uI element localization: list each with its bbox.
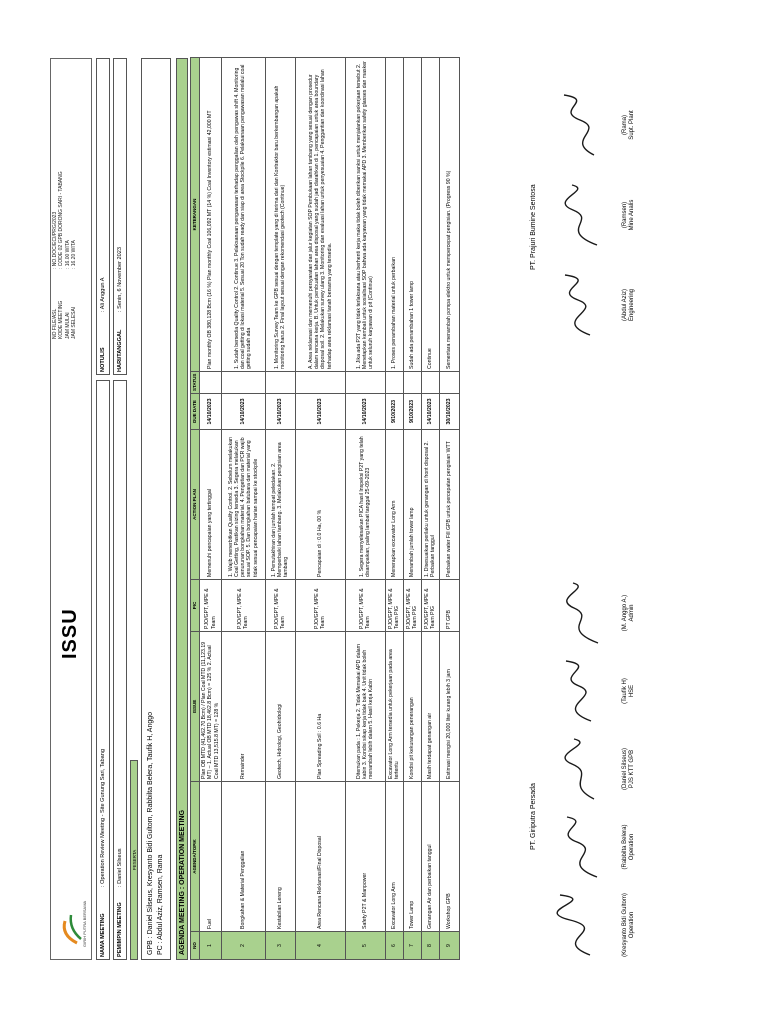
table-cell-issue: Masih terdapat genangan air: [421, 632, 439, 782]
table-cell-no: 1: [200, 932, 222, 960]
table-cell-pic: PJO/GPT, MPE & Team: [295, 580, 345, 632]
date-value: : Senin, 6 November 2023: [117, 247, 123, 312]
col-header: DUE DATE: [191, 394, 200, 430]
participants-header: [130, 760, 138, 960]
table-cell-issue: Remainder: [221, 632, 265, 782]
signature-block: [540, 180, 636, 250]
table-cell-due: 9/10/2023: [385, 394, 403, 430]
leader-value: : Daniel Silseus: [117, 848, 123, 887]
table-cell-due: 14/10/2023: [421, 394, 439, 430]
table-cell-status: [403, 372, 421, 394]
table-cell-ket: Sementara menambah pompa elektro untuk mempercepat pengisian. (Progress 90 %): [439, 58, 459, 372]
handwritten-signature: [540, 656, 620, 726]
table-cell-due: 14/10/2023: [345, 394, 385, 430]
document-meta: [52, 59, 77, 339]
table-cell-action: 1. Segera menyelesaikan PICA hasil Inspeksi P2T yang telah disampaikan, paling lambat tanggal 25-09-2023: [345, 430, 385, 580]
signer-role: Engineering: [629, 288, 635, 322]
table-row: [403, 58, 421, 960]
notulis-label: NOTULIS: [100, 347, 106, 372]
table-cell-ket: 1. Monitoring Survey Team ke GPB sesuai dengan template yang di terima dari dan Kontraktor baru berkembangan apakah monitoring harus 2. Final layout sesuai dengan rekomendasi geotech (Continue): [265, 58, 295, 372]
handwritten-signature: [540, 180, 620, 250]
table-header-row: [191, 58, 200, 960]
agenda-title: AGENDA MEETING : OPERATION MEETING: [178, 809, 186, 955]
handwritten-signature: [540, 578, 620, 648]
table-cell-pic: PT GPB: [439, 580, 459, 632]
signer-name: (Ramsen): [622, 201, 628, 229]
table-cell-ket: Sudah ada penambahan 1 tower lamp: [403, 58, 421, 372]
signer-role: Supt. Plant: [629, 110, 635, 140]
table-row: [200, 58, 222, 960]
table-cell-pic: PJO/GPT, MPE & Team PIG: [403, 580, 421, 632]
agenda-section-title: [176, 58, 188, 960]
signer-name: (Taufik H): [622, 678, 628, 704]
table-cell-status: [345, 372, 385, 394]
agenda-table-body: [200, 58, 460, 960]
signature-block: [540, 270, 636, 340]
table-cell-status: [200, 372, 222, 394]
table-row: [345, 58, 385, 960]
table-cell-no: 5: [345, 932, 385, 960]
table-cell-due: 14/10/2023: [295, 394, 345, 430]
table-cell-status: [421, 372, 439, 394]
meta-label: NO FILE/ASL: [52, 308, 58, 339]
table-cell-issue: Kondisi pit kekurangan penerangan: [403, 632, 421, 782]
table-cell-no: 3: [265, 932, 295, 960]
table-cell-due: 14/10/2023: [221, 394, 265, 430]
meeting-name-row: [96, 380, 110, 960]
table-cell-due: 14/10/2023: [265, 394, 295, 430]
table-cell-action: 1. Pemutakhiran dan jumlah tempat peledakan. 2. Memperbaiki lahan tambang. 3. Melakukan pengisian area tambang: [265, 430, 295, 580]
leader-row: [113, 380, 127, 960]
left-company-label: PT. Giriputra Persada: [530, 783, 537, 850]
page-title: ISSU: [59, 608, 81, 659]
meta-value: : 16.00 WITA: [64, 240, 71, 269]
table-cell-due: 9/10/2023: [403, 394, 421, 430]
signer-name: (M. Anggo A.): [622, 594, 628, 632]
table-cell-due: 30/10/2023: [439, 394, 459, 430]
table-row: [385, 58, 403, 960]
signer-name: (Abdul Aziz): [622, 289, 628, 322]
logo-text: GIRIH PUTRA BERSAMA: [82, 900, 87, 947]
table-row: [265, 58, 295, 960]
table-cell-issue: Excavator Long Arm tersedia untuk pekerjaan pada area tertentu: [385, 632, 403, 782]
table-cell-no: 4: [295, 932, 345, 960]
table-cell-topic: Excavator Long Arm: [385, 782, 403, 932]
table-cell-topic: Workshop GPB: [439, 782, 459, 932]
meta-label: KODE MEETING: [58, 300, 65, 339]
signer-name: (Rabbilta Belera): [622, 824, 628, 870]
table-cell-status: [221, 372, 265, 394]
table-cell-ket: A. Area reklamasi dan memenuhi persyaratan dan jalur kegiatan SOP Pembukaan lahan tambang yang sesuai dengan prosedur dalam rencana kerja. B. Untuk pembuatan lahan area disposal yang sudah jadi diarahkan di 1. pencapaian untuk area boundary disposal soil. 2. Melakukan survey ulang 3. Monitoring dan evaluasi lahan untuk penyesuaian 4. Penggantian dan koordinasi lahan terhadap area reklamasi tanah bersama yang tersedia.: [295, 58, 345, 372]
meta-value: : CODE 02 GPB DORONG SARI - TABANG: [58, 171, 65, 269]
meta-label: JAM SELESAI: [70, 306, 77, 339]
date-row: [113, 58, 127, 375]
table-cell-action: Memenuhi pencapaian yang tertinggal: [200, 430, 222, 580]
handwritten-signature: [540, 812, 620, 882]
table-row: [295, 58, 345, 960]
table-cell-topic: Area Rencana Reklamasi/Final Disposal: [295, 782, 345, 932]
table-cell-topic: Bongkahan & Material Penggalian: [221, 782, 265, 932]
col-header: NO: [191, 932, 200, 960]
signer-role: PJS KTT GPB: [629, 749, 635, 789]
table-cell-topic: Genangan Air dan perbaikan tanggul: [421, 782, 439, 932]
table-cell-issue: Estimasi mengisi 20,000 liter kurang lebih 3 jam: [439, 632, 459, 782]
participants-list: [141, 58, 171, 960]
table-cell-issue: Ditemukan pada : 1. Pekerja 2. Tidak Memakai APD dalam kabin 3. Kondisi sikap kerja tidak baik 4. Unit tidak boleh menambah lebih dalam 5. Hasil kerja Kabin: [345, 632, 385, 782]
col-header: KETERANGAN: [191, 58, 200, 372]
table-cell-no: 2: [221, 932, 265, 960]
signer-role: Operation: [629, 911, 635, 939]
table-row: [221, 58, 265, 960]
col-header: AGENDA/TOPIK: [191, 782, 200, 932]
handwritten-signature: [540, 90, 620, 160]
signature-block: [540, 734, 636, 804]
notulis-row: [96, 58, 110, 375]
signer-role: HSE: [629, 684, 635, 698]
table-cell-ket: Plan monthly OB 380,128 Bcm (16 %) Plan monthly Coal 106,092 MT (14 %) Coal Inventory estimasi 42,000 MT: [200, 58, 222, 372]
meeting-name-label: NAMA MEETING: [100, 913, 106, 957]
col-header: ACTION PLAN: [191, 430, 200, 580]
table-cell-topic: Fuel: [200, 782, 222, 932]
signature-block: [540, 656, 636, 726]
meeting-minutes-form: [50, 58, 675, 960]
document-header: [50, 58, 92, 960]
table-cell-pic: PJO/GPT, MPE & Team PIG: [421, 580, 439, 632]
table-cell-action: Menerapkan excavator Long Arm: [385, 430, 403, 580]
table-cell-pic: PJO/GPT, MPE & Team: [221, 580, 265, 632]
table-cell-ket: 1. Proses penambahan material untuk perbaikan: [385, 58, 403, 372]
table-row: [421, 58, 439, 960]
table-cell-topic: Tower Lamp: [403, 782, 421, 932]
signer-name: (Kresyanto Bidi Gultom): [622, 893, 628, 957]
signer-name: (Rama): [622, 115, 628, 136]
handwritten-signature: [540, 890, 620, 960]
table-cell-due: 14/10/2023: [200, 394, 222, 430]
table-cell-action: 1. Wajib menerbitkan Quality Control. 2. Sebelum melakukan Coal Getting, Pastikan sizing tersedia 3. Segera melakukan penurunan bongkahan material. 4. Pengetian dan PCR wajib sesuai SOP. 5. Dan bongkahan batubara dan material yang tidak sesuai pencapaian harian sampai ke stockpile: [221, 430, 265, 580]
company-logo-icon: [55, 891, 87, 951]
table-row: [439, 58, 459, 960]
right-company-label: PT. Prajuri Bumine Sentosa: [530, 184, 537, 270]
signature-block: [540, 890, 636, 960]
table-cell-no: 6: [385, 932, 403, 960]
table-cell-status: [385, 372, 403, 394]
table-cell-no: 8: [421, 932, 439, 960]
col-header: ISSUE: [191, 632, 200, 782]
agenda-table: [190, 57, 460, 960]
table-cell-action: Pencapaian di : 0.0 Ha, 00 %: [295, 430, 345, 580]
meeting-name-value: : Operation Review Meeting - Site Gunung Sari, Tabang: [100, 749, 106, 887]
table-cell-topic: Safety P2T & Manpower: [345, 782, 385, 932]
signer-role: Admin: [629, 604, 635, 622]
leader-label: PEMIMPIN MEETING: [117, 902, 123, 957]
table-cell-no: 7: [403, 932, 421, 960]
handwritten-signature: [540, 270, 620, 340]
signer-role: Mine Analis: [629, 199, 635, 231]
table-cell-status: [295, 372, 345, 394]
table-cell-ket: 1. Jika ada P2T yang tidak terlaksana atau berhenti kerja maka tidak boleh diberikan sanksi untuk menjalankan pekerjaan tersebut 2. Menetapkan kembali untuk sosialisasi SOP bahwa ada karyawan yang tidak memakai APD 3. Memberikan safety glasses dan masker untuk seluruh karyawan di pit (Continue): [345, 58, 385, 372]
table-cell-issue: Plan Spreading Soil : 0.6 Ha: [295, 632, 345, 782]
table-cell-issue: Geotech, Hidrologi, Geohidrologi: [265, 632, 295, 782]
participants-pc: PC : Abdul Aziz, Ramsen, Rama: [157, 854, 164, 955]
signature-block: [540, 578, 636, 648]
table-cell-action: Menambah jumlah tower lamp: [403, 430, 421, 580]
table-cell-status: [439, 372, 459, 394]
signature-area: [530, 58, 675, 960]
table-cell-ket: Continue: [421, 58, 439, 372]
signer-name: (Daniel Silseus): [622, 748, 628, 791]
table-cell-no: 9: [439, 932, 459, 960]
signer-role: Operation: [629, 833, 635, 861]
signature-block: [540, 812, 636, 882]
col-header: PIC: [191, 580, 200, 632]
meta-value: : NO.DOC/ECI/PRG/2023: [52, 211, 58, 269]
col-header: STATUS: [191, 372, 200, 394]
table-cell-status: [265, 372, 295, 394]
table-cell-pic: PJO/GPT, MPE & Team: [345, 580, 385, 632]
table-cell-action: Perbaikan water Fill GPB untuk percepatan pengisian WTT: [439, 430, 459, 580]
table-cell-topic: Kestabilan Lereng: [265, 782, 295, 932]
table-cell-ket: 1. Sudah bersedia Quality Control 2. Continue 3. Pelaksanaan pengawasan terhadap penggalian oleh pengawas shift 4. Monitoring dan coal getting di lokasi material 5. Sesuai 20 Ton sudah ready dan siap di area Stockpile 6. Pelaksanaan pengawasan melalui coal getting sudah ada: [221, 58, 265, 372]
meta-label: JAM MULAI: [64, 312, 71, 339]
date-label: HARI/TANGGAL: [117, 329, 123, 372]
notulis-value: : Ali Anggun A: [100, 277, 106, 312]
table-cell-action: 1. Disesuaikan perilaku untuk genangan di front disposal 2. Perbaikan tanggul: [421, 430, 439, 580]
signature-block: [540, 90, 636, 160]
handwritten-signature: [540, 734, 620, 804]
table-cell-pic: PJO/GPT, MPE & Team: [200, 580, 222, 632]
table-cell-issue: Plan OB MTD (41,462.70 Bcm) / Plan Coal MTD (11,123.19 MT) – 1. Actual OB MTD 18,462.8 Bcm) = 125 % 2. Actual Coal MTD 13,515.8 MT) = 128 %: [200, 632, 222, 782]
participants-gpb: GPB : Daniel Silseus, Kresyanto Bidi Gultom, Rabbilta Belera, Taufik H, Anggo: [147, 711, 154, 955]
table-cell-pic: PJO/GPT, MPE & Team PIG: [385, 580, 403, 632]
meta-value: : 16.20 WITA: [70, 240, 77, 269]
table-cell-pic: PJO/GPT, MPE & Team: [265, 580, 295, 632]
participants-label: PESERTA: [131, 849, 137, 871]
